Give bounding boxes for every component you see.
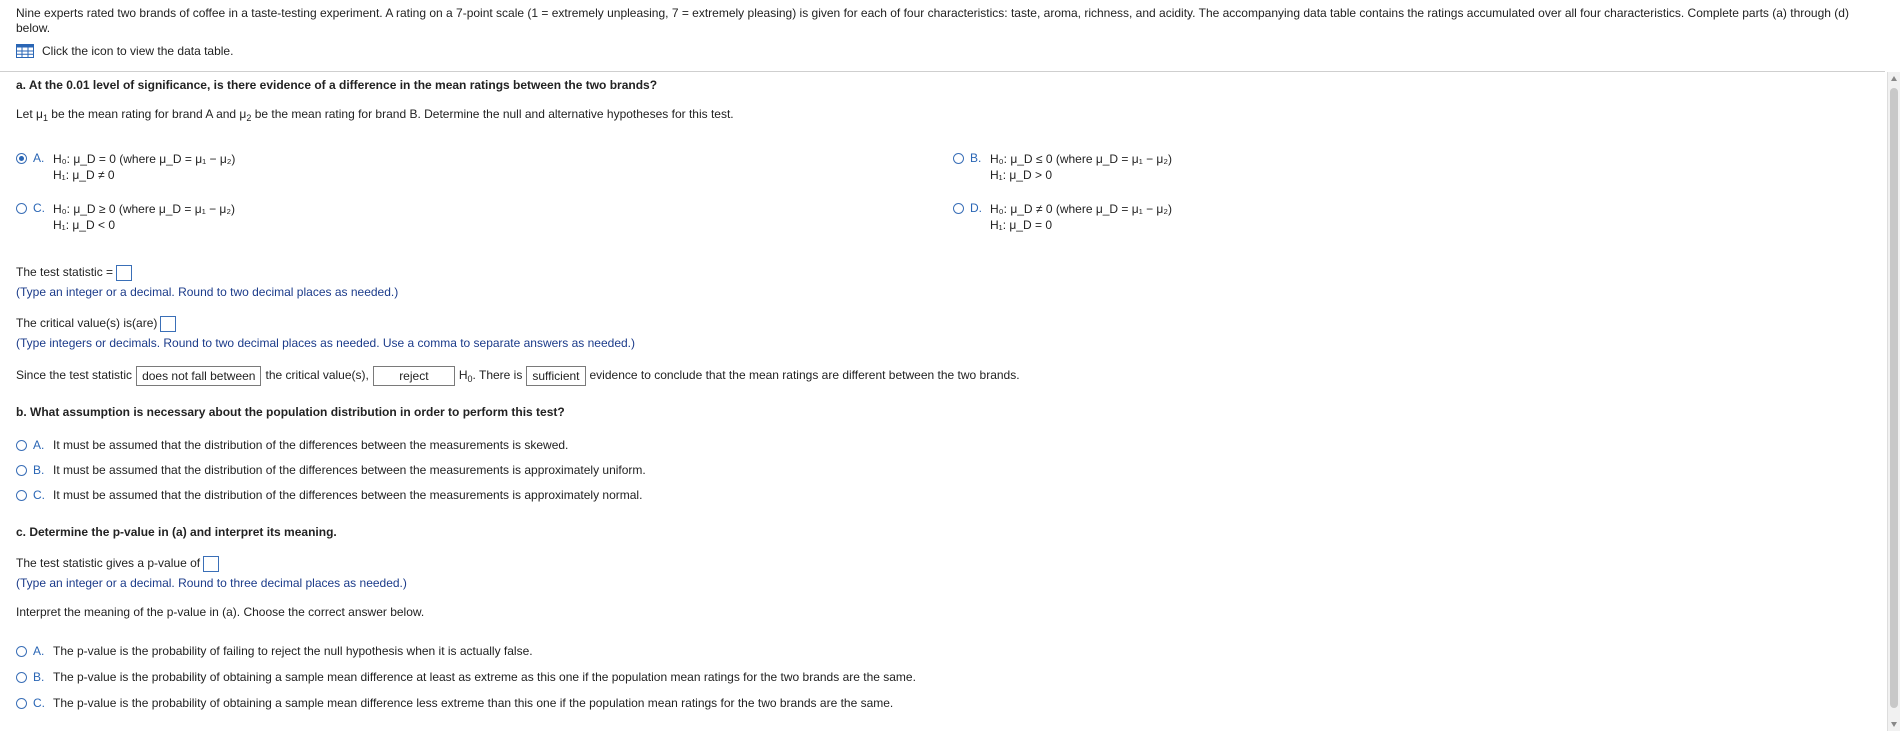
- option-text: It must be assumed that the distribution of the differences between the measurements is skewed.: [53, 438, 569, 452]
- option-text: It must be assumed that the distribution of the differences between the measurements is approximately normal.: [53, 488, 643, 502]
- critical-value-hint: (Type integers or decimals. Round to two decimal places as needed. Use a comma to separate answers as needed.): [16, 336, 635, 350]
- option-letter: C.: [33, 696, 45, 710]
- option-h0: H₀: μ_D ≥ 0 (where μ_D = μ₁ − μ₂): [53, 202, 235, 216]
- part-a-let-statement: Let $\mu_1$ be the mean rating for brand A and $\mu_2$ be the mean rating for brand B. Determine the null and alternative hypotheses for this test.: [16, 107, 734, 123]
- radio-icon[interactable]: [16, 672, 27, 683]
- option-h0: H₀: μ_D = 0 (where μ_D = μ₁ − μ₂): [53, 152, 236, 166]
- critical-value-input[interactable]: [160, 316, 176, 332]
- radio-icon[interactable]: [16, 465, 27, 476]
- interpret-option-a[interactable]: [16, 644, 533, 658]
- critical-value-row: The critical value(s) is(are): [16, 316, 176, 332]
- option-h0: H₀: μ_D ≤ 0 (where μ_D = μ₁ − μ₂): [990, 152, 1172, 166]
- part-b-question: b. What assumption is necessary about the population distribution in order to perform this test?: [16, 405, 565, 419]
- radio-icon[interactable]: [16, 203, 27, 214]
- interpret-option-b[interactable]: [16, 670, 916, 684]
- test-statistic-input[interactable]: [116, 265, 132, 281]
- option-h1: H₁: μ_D < 0: [53, 218, 115, 232]
- hypothesis-option-a[interactable]: [16, 151, 235, 183]
- decision-dropdown-3[interactable]: sufficient: [526, 366, 585, 386]
- radio-icon[interactable]: [16, 440, 27, 451]
- assumption-option-b[interactable]: [16, 463, 646, 477]
- radio-icon[interactable]: [16, 698, 27, 709]
- vertical-scrollbar[interactable]: [1887, 72, 1900, 731]
- option-text: The p-value is the probability of obtaining a sample mean difference less extreme than this one if the population mean ratings for the two brands are the same.: [53, 696, 894, 710]
- option-letter: A.: [33, 438, 45, 452]
- option-letter: B.: [970, 151, 982, 165]
- problem-intro: Nine experts rated two brands of coffee in a taste-testing experiment. A rating on a 7-point scale (1 = extremely unpleasing, 7 = extremely pleasing) is given for each of four characteristics: taste, aroma, richness, and acidity. The accompanying data table contains the ratings accumulated over all four characteristics. Complete parts (a) through (d) below.: [16, 6, 1849, 35]
- option-letter: A.: [33, 151, 45, 165]
- assumption-option-a[interactable]: [16, 438, 568, 452]
- test-statistic-row: The test statistic =: [16, 265, 132, 281]
- option-text: The p-value is the probability of failing to reject the null hypothesis when it is actually false.: [53, 644, 533, 658]
- assumption-option-c[interactable]: [16, 488, 642, 502]
- option-text: It must be assumed that the distribution of the differences between the measurements is approximately uniform.: [53, 463, 646, 477]
- option-letter: C.: [33, 201, 45, 215]
- view-data-table-link[interactable]: [16, 44, 233, 58]
- option-h1: H₁: μ_D > 0: [990, 168, 1052, 182]
- p-value-row: The test statistic gives a p-value of: [16, 556, 219, 572]
- interpret-option-c[interactable]: [16, 696, 893, 710]
- decision-dropdown-1[interactable]: does not fall between: [136, 366, 261, 386]
- test-statistic-hint: (Type an integer or a decimal. Round to two decimal places as needed.): [16, 285, 399, 299]
- option-letter: C.: [33, 488, 45, 502]
- option-letter: D.: [970, 201, 982, 215]
- option-h1: H₁: μ_D ≠ 0: [53, 168, 115, 182]
- scroll-down-arrow-icon[interactable]: [1891, 722, 1897, 727]
- option-h1: H₁: μ_D = 0: [990, 218, 1052, 232]
- radio-icon[interactable]: [953, 153, 964, 164]
- radio-icon[interactable]: [16, 646, 27, 657]
- conclusion-row: Since the test statistic does not fall between the critical value(s), reject $H_0$. There is sufficient evidence to conclude that the mean ratings are different between the two brands.: [16, 366, 1020, 386]
- option-text: The p-value is the probability of obtaining a sample mean difference at least as extreme as this one if the population mean ratings for the two brands are the same.: [53, 670, 916, 684]
- hypothesis-option-c[interactable]: [16, 201, 235, 233]
- p-value-hint: (Type an integer or a decimal. Round to three decimal places as needed.): [16, 576, 407, 590]
- data-table-icon[interactable]: [16, 44, 34, 58]
- p-value-input[interactable]: [203, 556, 219, 572]
- decision-dropdown-2[interactable]: reject: [373, 366, 455, 386]
- part-c-question: c. Determine the p-value in (a) and interpret its meaning.: [16, 525, 337, 539]
- part-a-question: a. At the 0.01 level of significance, is there evidence of a difference in the mean ratings between the two brands?: [16, 78, 658, 92]
- data-table-link-text[interactable]: Click the icon to view the data table.: [42, 44, 234, 58]
- radio-icon[interactable]: [953, 203, 964, 214]
- hypothesis-option-b[interactable]: [953, 151, 1172, 183]
- radio-selected-icon[interactable]: [16, 153, 27, 164]
- option-h0: H₀: μ_D ≠ 0 (where μ_D = μ₁ − μ₂): [990, 202, 1172, 216]
- radio-icon[interactable]: [16, 490, 27, 501]
- option-letter: A.: [33, 644, 45, 658]
- interpret-instruction: Interpret the meaning of the p-value in (a). Choose the correct answer below.: [16, 605, 425, 619]
- question-content: [16, 72, 1876, 731]
- option-letter: B.: [33, 670, 45, 684]
- hypothesis-option-d[interactable]: [953, 201, 1172, 233]
- scroll-up-arrow-icon[interactable]: [1891, 76, 1897, 81]
- option-letter: B.: [33, 463, 45, 477]
- scrollbar-thumb[interactable]: [1890, 88, 1898, 708]
